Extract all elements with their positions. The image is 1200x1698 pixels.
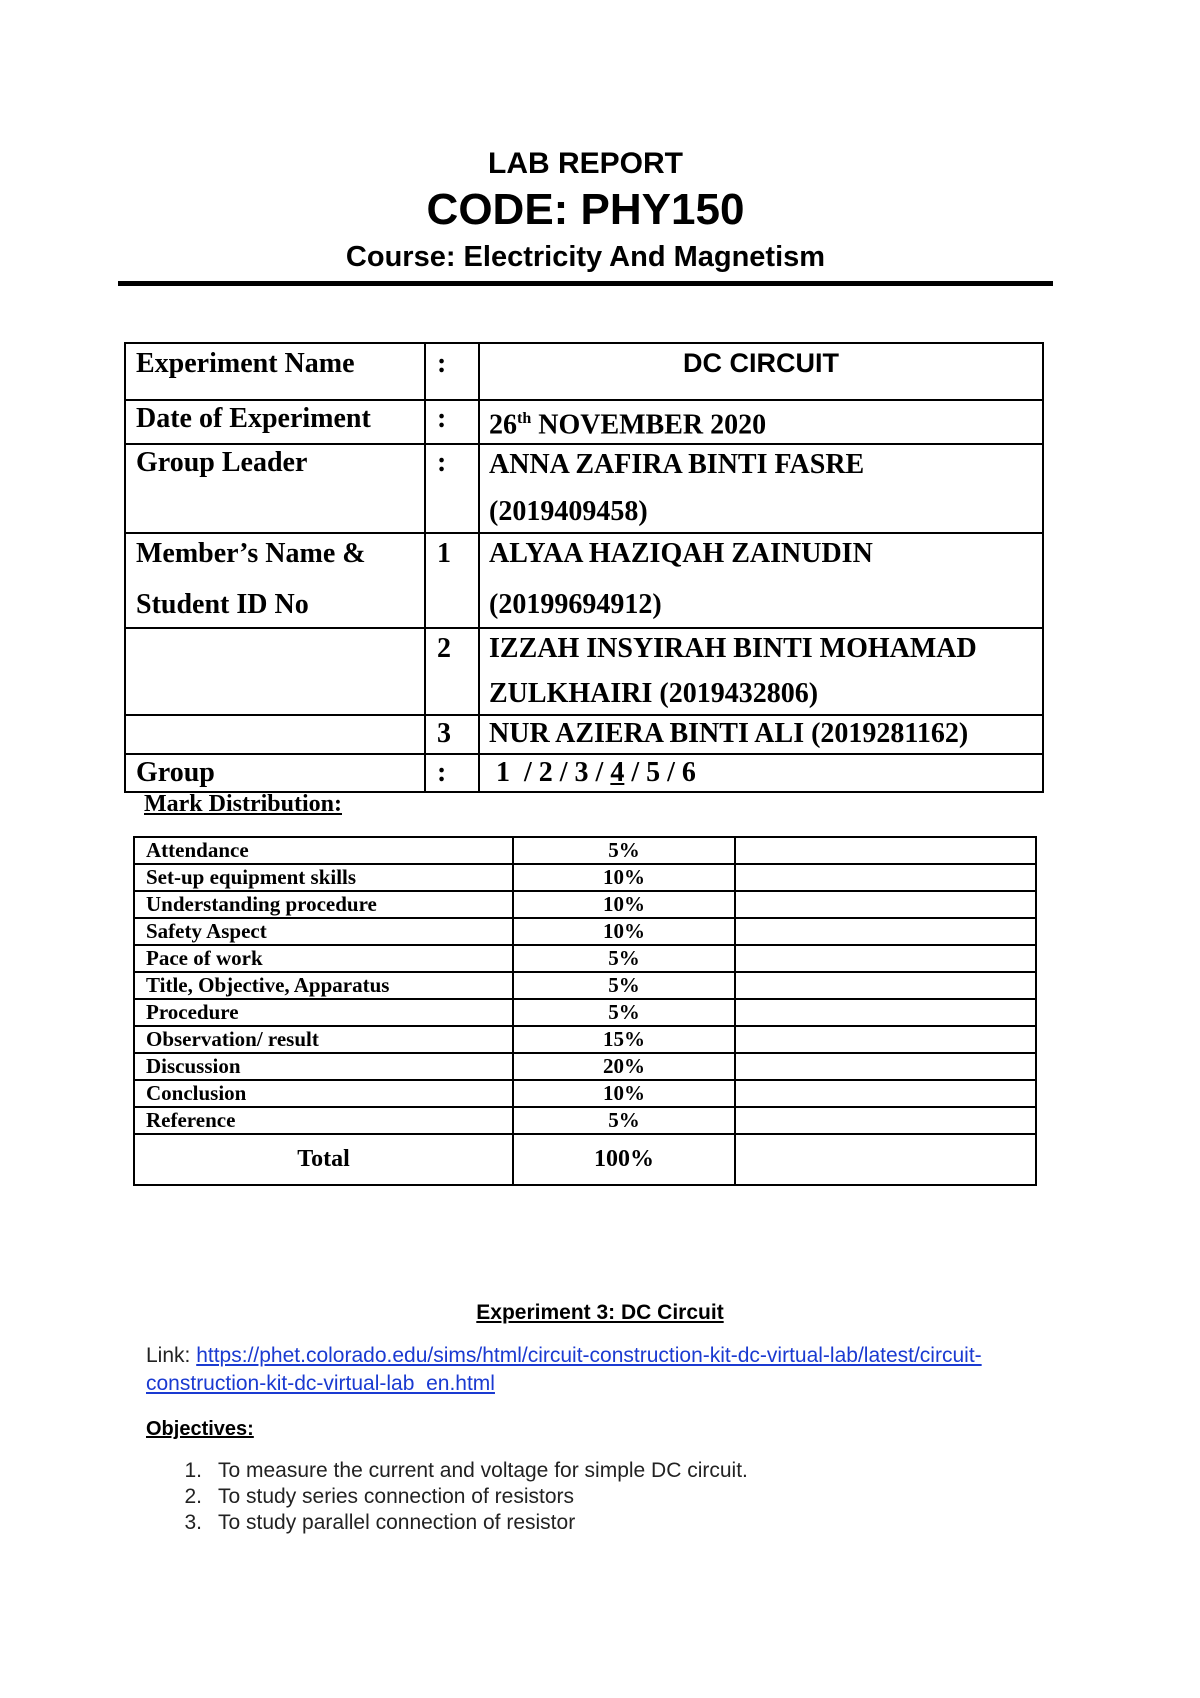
mark-percent: 10% [513, 864, 735, 891]
member-label-line2: Student ID No [136, 589, 309, 621]
member-line1: ALYAA HAZIQAH ZAINUDIN [489, 538, 873, 570]
member-number: 1 [425, 533, 479, 628]
lab-report-heading: LAB REPORT [488, 147, 683, 180]
mark-percent: 5% [513, 1107, 735, 1134]
table-row [134, 1080, 1036, 1107]
mark-distribution-table [133, 836, 1037, 1186]
link-block [146, 1342, 1046, 1398]
mark-item: Pace of work [134, 945, 513, 972]
total-row [134, 1134, 1036, 1185]
mark-score-cell [735, 1026, 1036, 1053]
group-leader-value [479, 444, 1043, 533]
mark-percent: 5% [513, 945, 735, 972]
mark-score-cell [735, 918, 1036, 945]
table-row [134, 837, 1036, 864]
list-number: 1. [184, 1459, 202, 1482]
member-2-row [125, 628, 1043, 715]
mark-score-cell [735, 1080, 1036, 1107]
mark-score-cell [735, 999, 1036, 1026]
member-1-row [125, 533, 1043, 628]
date-rest: NOVEMBER 2020 [531, 409, 767, 441]
mark-item: Procedure [134, 999, 513, 1026]
link-line1: https://phet.colorado.edu/sims/html/circuit-construction-kit-dc-virtual-lab/latest/circuit- [196, 1344, 982, 1367]
group-value [479, 754, 1043, 792]
mark-percent: 5% [513, 837, 735, 864]
mark-percent: 5% [513, 972, 735, 999]
group-label: Group [125, 754, 425, 792]
mark-score-cell [735, 864, 1036, 891]
mark-item: Title, Objective, Apparatus [134, 972, 513, 999]
list-item [146, 1458, 748, 1484]
table-row [134, 1107, 1036, 1134]
date-value [479, 400, 1043, 444]
objective-text: To measure the current and voltage for simple DC circuit. [218, 1459, 748, 1482]
mark-percent: 5% [513, 999, 735, 1026]
group-row [125, 754, 1043, 792]
table-row [134, 864, 1036, 891]
member-label-line1: Member’s Name & [136, 538, 366, 570]
empty-cell [125, 715, 425, 754]
group-leader-label: Group Leader [125, 444, 425, 533]
member-number: 3 [425, 715, 479, 754]
colon: : [425, 343, 479, 400]
colon: : [425, 400, 479, 444]
empty-cell [125, 628, 425, 715]
list-item [146, 1484, 748, 1510]
mark-percent: 20% [513, 1053, 735, 1080]
group-selected: 4 [610, 757, 625, 789]
mark-percent: 10% [513, 1080, 735, 1107]
objectives-list [146, 1458, 748, 1536]
mark-item: Understanding procedure [134, 891, 513, 918]
total-label: Total [134, 1134, 513, 1185]
table-row [134, 1053, 1036, 1080]
mark-item: Discussion [134, 1053, 513, 1080]
table-row [134, 945, 1036, 972]
experiment-name-label: Experiment Name [125, 343, 425, 400]
link-label: Link: [146, 1344, 197, 1367]
group-leader-name: ANNA ZAFIRA BINTI FASRE [489, 449, 865, 481]
mark-score-cell [735, 1107, 1036, 1134]
list-item [146, 1510, 748, 1536]
course-code: CODE: PHY150 [426, 185, 745, 234]
date-row [125, 400, 1043, 444]
experiment-title: Experiment 3: DC Circuit [476, 1301, 724, 1324]
list-number: 3. [184, 1511, 202, 1534]
mark-distribution-title: Mark Distribution: [144, 791, 342, 817]
mark-score-cell [735, 891, 1036, 918]
group-leader-id: (2019409458) [489, 496, 648, 528]
table-row [134, 972, 1036, 999]
date-label: Date of Experiment [125, 400, 425, 444]
total-score-cell [735, 1134, 1036, 1185]
member-value [479, 628, 1043, 715]
experiment-name-row [125, 343, 1043, 400]
experiment-info-table [124, 342, 1044, 793]
mark-item: Reference [134, 1107, 513, 1134]
objectives-title: Objectives: [146, 1418, 254, 1440]
link-line2: construction-kit-dc-virtual-lab_en.html [146, 1372, 495, 1395]
date-day: 26 [489, 409, 517, 441]
member-line2: ZULKHAIRI (2019432806) [489, 678, 819, 710]
mark-item: Set-up equipment skills [134, 864, 513, 891]
member-number: 2 [425, 628, 479, 715]
group-leader-row [125, 444, 1043, 533]
mark-item: Attendance [134, 837, 513, 864]
mark-percent: 10% [513, 918, 735, 945]
total-percent: 100% [513, 1134, 735, 1185]
mark-percent: 10% [513, 891, 735, 918]
group-options-before: 1 / 2 / 3 / [489, 757, 611, 789]
experiment-name-value: DC CIRCUIT [479, 343, 1043, 400]
member-line1: NUR AZIERA BINTI ALI (2019281162) [479, 715, 1043, 754]
member-value [479, 533, 1043, 628]
objective-text: To study parallel connection of resistor [218, 1511, 576, 1534]
header-divider [118, 281, 1053, 286]
mark-score-cell [735, 837, 1036, 864]
phet-simulation-link[interactable] [146, 1344, 982, 1395]
mark-item: Conclusion [134, 1080, 513, 1107]
table-row [134, 1026, 1036, 1053]
mark-item: Safety Aspect [134, 918, 513, 945]
colon: : [425, 444, 479, 533]
date-suffix: th [517, 410, 532, 427]
member-line2: (20199694912) [489, 589, 662, 621]
list-number: 2. [184, 1485, 202, 1508]
mark-percent: 15% [513, 1026, 735, 1053]
group-options-after: / 5 / 6 [624, 757, 696, 789]
table-row [134, 999, 1036, 1026]
colon: : [425, 754, 479, 792]
mark-score-cell [735, 972, 1036, 999]
mark-score-cell [735, 1053, 1036, 1080]
course-name: Course: Electricity And Magnetism [345, 241, 826, 273]
member-3-row [125, 715, 1043, 754]
table-row [134, 891, 1036, 918]
member-line1: IZZAH INSYIRAH BINTI MOHAMAD [489, 633, 977, 665]
mark-item: Observation/ result [134, 1026, 513, 1053]
member-label [125, 533, 425, 628]
objective-text: To study series connection of resistors [218, 1485, 574, 1508]
mark-score-cell [735, 945, 1036, 972]
table-row [134, 918, 1036, 945]
